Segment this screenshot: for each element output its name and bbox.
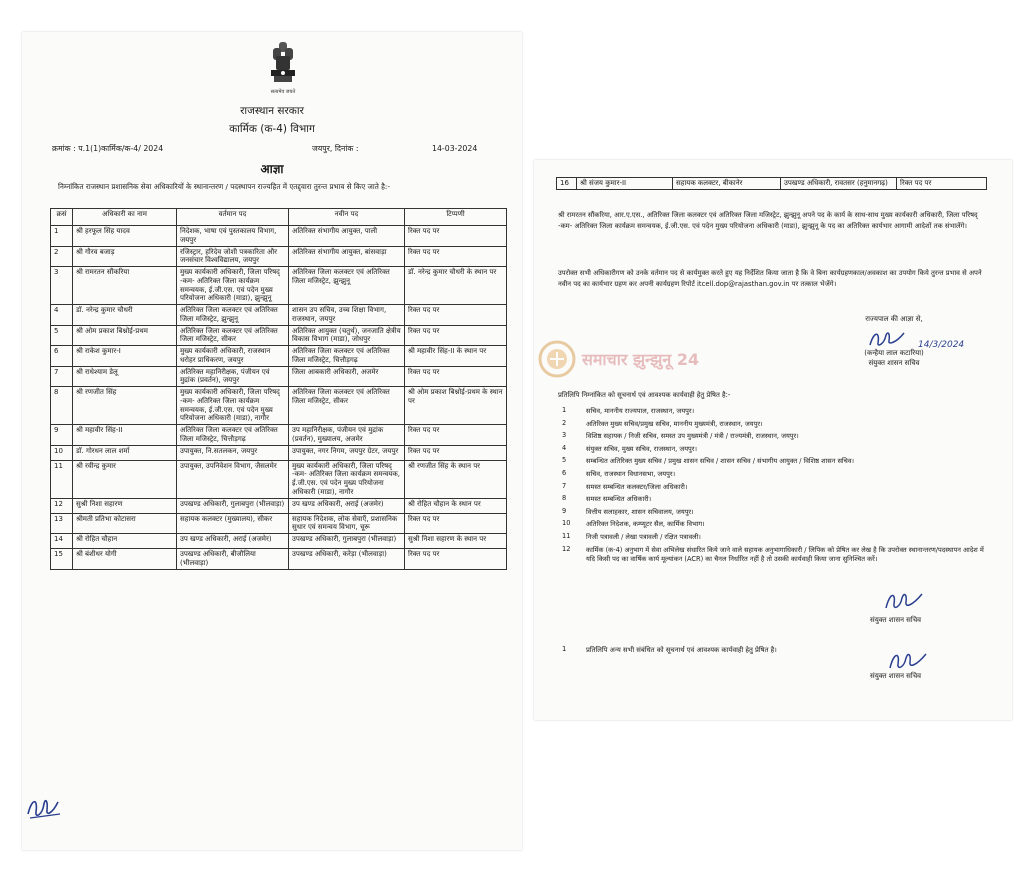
list-item bbox=[562, 532, 992, 545]
table-row bbox=[51, 549, 507, 570]
row-current-post: अतिरिक्त जिला कलक्टर एवं अतिरिक्त जिला मजिस्ट्रेट, चित्तौड़गढ़ bbox=[177, 425, 289, 446]
row-current-post: उपायुक्त, उपनिवेशन विभाग, जैसलमेर bbox=[177, 460, 289, 498]
transfer-table-continued bbox=[556, 177, 987, 190]
row-current-post: उपखण्ड अधिकारी, गुलाबपुरा (भीलवाड़ा) bbox=[177, 498, 289, 513]
row-officer-name: डॉ. गोरधन लाल शर्मा bbox=[73, 445, 177, 460]
list-item-number: 8 bbox=[562, 494, 567, 503]
row-serial: 16 bbox=[557, 178, 577, 190]
list-item bbox=[562, 519, 992, 532]
row-remark: रिक्त पद पर bbox=[897, 178, 987, 190]
row-new-post: अतिरिक्त जिला कलक्टर एवं अतिरिक्त जिला मजिस्ट्रेट, चित्तौड़गढ़ bbox=[289, 346, 405, 367]
watermark-text: समाचार झुन्झुनू 24 bbox=[582, 350, 700, 369]
list-item-number: 9 bbox=[562, 506, 567, 515]
list-item bbox=[562, 507, 992, 520]
row-officer-name: श्री राकेश कुमार-I bbox=[73, 346, 177, 367]
row-current-post: मुख्य कार्यकारी अधिकारी, जिला परिषद् -कम- अतिरिक्त जिला कार्यक्रम समन्वयक, ई.जी.एस. एवं पदेन मुख्य परियोजना अधिकारी (माडा), नागौर bbox=[177, 387, 289, 425]
row-current-post: मुख्य कार्यकारी अधिकारी, जिला परिषद् -कम- अतिरिक्त जिला कार्यक्रम समन्वयक, ई.जी.एस. एवं पदेन मुख्य परियोजना अधिकारी (माडा), झुन्झुनू bbox=[177, 267, 289, 305]
order-number: क्रमांक : प.1(1)कार्मिक/क-4/ 2024 bbox=[52, 144, 164, 153]
list-item-text: कार्मिक (क-4) अनुभाग में सेवा अभिलेख संधारित किये जाने वाले सहायक अनुभागाधिकारी / लिपिक को प्रेषित कर लेख है कि उपरोक्त स्थानान्तरण/पदस्थापन आदेश में यदि किसी पद का वार्षिक कार्य मूल्यांकन (ACR) का चैनल निर्धारित नहीं है तो उसकी कार्यवाही किया जाना सुनिश्चित करें। bbox=[586, 545, 984, 563]
row-new-post: अतिरिक्त जिला कलक्टर एवं अतिरिक्त जिला मजिस्ट्रेट, झुन्झुनू bbox=[289, 267, 405, 305]
row-current-post: रजिस्ट्रार, हरिदेव जोशी पत्रकारिता और जनसंचार विश्वविद्यालय, जयपुर bbox=[177, 246, 289, 267]
list-item-number: 2 bbox=[562, 418, 567, 427]
row-serial: 7 bbox=[51, 366, 73, 387]
row-new-post: अतिरिक्त संभागीय आयुक्त, बांसवाड़ा bbox=[289, 246, 405, 267]
row-current-post: उपखण्ड अधिकारी, बीजौलिया (भीलवाड़ा) bbox=[177, 549, 289, 570]
row-new-post: अतिरिक्त संभागीय आयुक्त, पाली bbox=[289, 226, 405, 247]
list-item-text: संयुक्त सचिव, मुख्य सचिव, राजस्थान, जयपुर। bbox=[586, 444, 697, 453]
header-remark: टिप्पणी bbox=[405, 209, 507, 226]
order-date: 14-03-2024 bbox=[432, 144, 478, 153]
relieving-instruction-paragraph: उपरोक्त सभी अधिकारीगण को उनके वर्तमान पद से कार्यमुक्त करते हुए यह निर्देशित किया जाता है कि वे बिना कार्यग्रहणकाल/अवकाश का उपयोग किये तुरन्त प्रभाव से अपने नवीन पद का कार्यभार ग्रहण कर अपनी कार्यग्रहण रिपोर्ट itcell.dop@rajasthan.gov.in पर तत्काल भेजेंगे। bbox=[558, 269, 982, 288]
row-current-post: सहायक कलक्टर (मुख्यालय), सीकर bbox=[177, 513, 289, 534]
list-item-number: 6 bbox=[562, 468, 567, 477]
list-item bbox=[562, 545, 992, 583]
row-remark: रिक्त पद पर bbox=[405, 246, 507, 267]
row-new-post: मुख्य कार्यकारी अधिकारी, जिला परिषद् -कम- अतिरिक्त जिला कार्यक्रम समन्वयक, ई.जी.एस. एवं पदेन मुख्य परियोजना अधिकारी (माडा), नागौर bbox=[289, 460, 405, 498]
third-signature bbox=[886, 648, 936, 672]
table-row bbox=[51, 387, 507, 425]
row-remark: श्री महावीर सिंह-II के स्थान पर bbox=[405, 346, 507, 367]
row-officer-name: श्री रामरतन सौंकरिया bbox=[73, 267, 177, 305]
list-item-number: 10 bbox=[562, 519, 571, 528]
order-page-2 bbox=[534, 160, 1012, 720]
row-current-post: उप खण्ड अधिकारी, अराई (अजमेर) bbox=[177, 534, 289, 549]
order-intro: निम्नांकित राजस्थान प्रशासनिक सेवा अधिकारियों के स्थानान्तरण / पदस्थापन राज्यहित में एतद्द्वारा तुरन्त प्रभाव से किए जाते है:- bbox=[58, 182, 390, 191]
row-new-post: उप खण्ड अधिकारी, अराई (अजमेर) bbox=[289, 498, 405, 513]
row-officer-name: डॉ. नरेन्द्र कुमार चौधरी bbox=[73, 305, 177, 326]
list-item-number: 5 bbox=[562, 456, 567, 465]
table-row bbox=[51, 534, 507, 549]
second-copy-number: 1 bbox=[562, 645, 567, 653]
table-row bbox=[51, 513, 507, 534]
order-place: जयपुर, दिनांक : bbox=[312, 144, 359, 153]
header-officer-name: अधिकारी का नाम bbox=[73, 209, 177, 226]
signature-date: 14/3/2024 bbox=[918, 340, 965, 350]
row-remark: श्री रणजीत सिंह के स्थान पर bbox=[405, 460, 507, 498]
row-serial: 2 bbox=[51, 246, 73, 267]
row-remark: रिक्त पद पर bbox=[405, 425, 507, 446]
row-new-post: उपखण्ड अधिकारी, रावतसर (हनुमानगढ़) bbox=[781, 178, 897, 190]
transfer-table bbox=[50, 208, 507, 570]
page1-initials-signature bbox=[24, 792, 64, 822]
row-serial: 9 bbox=[51, 425, 73, 446]
row-officer-name: श्री गौरव बजाड़ bbox=[73, 246, 177, 267]
row-officer-name: श्रीमती प्रतिभा कोटासरा bbox=[73, 513, 177, 534]
row-remark: रिक्त पद पर bbox=[405, 445, 507, 460]
table-row bbox=[51, 246, 507, 267]
emblem-caption: सत्यमेव जयते bbox=[270, 89, 296, 95]
row-current-post: अतिरिक्त जिला कलक्टर एवं अतिरिक्त जिला मजिस्ट्रेट, झुन्झुनू bbox=[177, 305, 289, 326]
row-remark: सुश्री निशा सहारण के स्थान पर bbox=[405, 534, 507, 549]
list-item-text: अतिरिक्त निदेशक, कम्प्यूटर सैल, कार्मिक विभाग। bbox=[586, 520, 705, 529]
table-row bbox=[51, 498, 507, 513]
row-current-post: निदेशक, भाषा एवं पुस्तकालय विभाग, जयपुर bbox=[177, 226, 289, 247]
government-title: राजस्थान सरकार bbox=[240, 105, 304, 117]
order-page-1 bbox=[22, 32, 522, 850]
row-new-post: उपखण्ड अधिकारी, गुलाबपुरा (भीलवाड़ा) bbox=[289, 534, 405, 549]
row-serial: 3 bbox=[51, 267, 73, 305]
row-officer-name: श्री बंशीधर योगी bbox=[73, 549, 177, 570]
list-item-text: सचिव, राजस्थान विधानसभा, जयपुर। bbox=[586, 469, 676, 478]
row-remark: रिक्त पद पर bbox=[405, 549, 507, 570]
row-serial: 5 bbox=[51, 325, 73, 346]
row-remark: रिक्त पद पर bbox=[405, 513, 507, 534]
order-heading: आज्ञा bbox=[260, 162, 284, 176]
row-serial: 14 bbox=[51, 534, 73, 549]
ashoka-emblem-icon bbox=[265, 38, 301, 98]
row-current-post: मुख्य कार्यकारी अधिकारी, राजस्थान धरोहर प्राधिकरण, जयपुर bbox=[177, 346, 289, 367]
row-new-post: उप महानिरीक्षक, पंजीयन एवं मुद्रांक (प्रवर्तन), मुख्यालय, अजमेर bbox=[289, 425, 405, 446]
list-item-text: समस्त सम्बन्धित अधिकारी। bbox=[586, 495, 652, 504]
row-serial: 8 bbox=[51, 387, 73, 425]
table-row bbox=[557, 178, 987, 190]
row-serial: 1 bbox=[51, 226, 73, 247]
list-item bbox=[562, 469, 992, 482]
row-serial: 4 bbox=[51, 305, 73, 326]
list-item bbox=[562, 456, 992, 469]
list-item-number: 4 bbox=[562, 443, 567, 452]
row-serial: 12 bbox=[51, 498, 73, 513]
by-order-text: राज्यपाल की आज्ञा से, bbox=[865, 315, 923, 323]
table-row bbox=[51, 325, 507, 346]
department-title: कार्मिक (क-4) विभाग bbox=[229, 123, 315, 135]
second-signatory-post: संयुक्त शासन सचिव bbox=[870, 616, 922, 624]
table-row bbox=[51, 460, 507, 498]
list-item-text: समस्त सम्बन्धित कलक्टर/जिला अधिकारी। bbox=[586, 482, 688, 491]
header-serial: क्रसं bbox=[51, 209, 73, 226]
row-remark: रिक्त पद पर bbox=[405, 325, 507, 346]
list-item-number: 11 bbox=[562, 531, 571, 540]
row-officer-name: श्री ओम प्रकाश बिश्नोई-प्रथम bbox=[73, 325, 177, 346]
row-officer-name: श्री महावीर सिंह-II bbox=[73, 425, 177, 446]
signatory-post: संयुक्त शासन सचिव bbox=[868, 358, 920, 367]
row-remark: श्री ओम प्रकाश बिश्नोई-प्रथम के स्थान पर bbox=[405, 387, 507, 425]
row-current-post: अतिरिक्त महानिरीक्षक, पंजीयन एवं मुद्रांक (प्रवर्तन), जयपुर bbox=[177, 366, 289, 387]
table-row bbox=[51, 346, 507, 367]
row-new-post: शासन उप सचिव, उच्च शिक्षा विभाग, राजस्थान, जयपुर bbox=[289, 305, 405, 326]
additional-charge-paragraph: श्री रामरतन सौंकरिया, आर.ए.एस., अतिरिक्त जिला कलक्टर एवं अतिरिक्त जिला मजिस्ट्रेट, झुन्झुनू अपने पद के कार्य के साथ-साथ मुख्य कार्यकारी अधिकारी, जिला परिषद् -कम- अतिरिक्त जिला कार्यक्रम समन्वयक, ई.जी.एस. एवं पदेन मुख्य परियोजना अधिकारी (माडा), झुन्झुनू के पद का अतिरिक्त कार्यभार आगामी आदेशों तक संभालेंगे। bbox=[558, 211, 978, 230]
table-row bbox=[51, 366, 507, 387]
row-officer-name: श्री राधेश्याम डेलू bbox=[73, 366, 177, 387]
row-remark: रिक्त पद पर bbox=[405, 226, 507, 247]
row-new-post: अतिरिक्त आयुक्त (चतुर्थ), जनजाति क्षेत्रीय विकास विभाग (माडा), जोधपुर bbox=[289, 325, 405, 346]
copy-intro: प्रतिलिपि निम्नांकित को सूचनार्थ एवं आवश्यक कार्यवाही हेतु प्रेषित है:- bbox=[558, 391, 731, 399]
list-item-number: 3 bbox=[562, 431, 567, 440]
row-officer-name: श्री रवीन्द्र कुमार bbox=[73, 460, 177, 498]
table-row bbox=[51, 226, 507, 247]
row-officer-name: श्री हरफूल सिंह यादव bbox=[73, 226, 177, 247]
row-officer-name: सुश्री निशा सहारण bbox=[73, 498, 177, 513]
row-new-post: उपायुक्त, नगर निगम, जयपुर ग्रेटर, जयपुर bbox=[289, 445, 405, 460]
row-serial: 15 bbox=[51, 549, 73, 570]
copy-recipient-list bbox=[562, 406, 992, 583]
list-item-number: 1 bbox=[562, 406, 567, 414]
row-new-post: उपखण्ड अधिकारी, करेड़ा (भीलवाड़ा) bbox=[289, 549, 405, 570]
table-row bbox=[51, 305, 507, 326]
header-new-post: नवीन पद bbox=[289, 209, 405, 226]
list-item bbox=[562, 494, 992, 507]
list-item bbox=[562, 431, 992, 444]
table-row bbox=[51, 425, 507, 446]
row-current-post: सहायक कलक्टर, बीकानेर bbox=[673, 178, 781, 190]
row-new-post: सहायक निदेशक, लोक सेवाएँ, प्रशासनिक सुधार एवं समन्वय विभाग, चूरू bbox=[289, 513, 405, 534]
list-item-text: अतिरिक्त मुख्य सचिव/प्रमुख सचिव, माननीय मुख्यमंत्री, राजस्थान, जयपुर। bbox=[586, 419, 763, 428]
list-item-text: निजी पत्रावली / लेखा पत्रावली / रक्षित पत्रावली। bbox=[586, 532, 701, 541]
row-officer-name: श्री रणजीत सिंह bbox=[73, 387, 177, 425]
row-remark: रिक्त पद पर bbox=[405, 366, 507, 387]
list-item bbox=[562, 444, 992, 457]
row-officer-name: श्री रोहित चौहान bbox=[73, 534, 177, 549]
list-item-number: 12 bbox=[562, 544, 571, 553]
table-header-row bbox=[51, 209, 507, 226]
row-officer-name: श्री संजय कुमार-II bbox=[577, 178, 673, 190]
row-serial: 6 bbox=[51, 346, 73, 367]
signatory-name: (कन्हैया लाल कटारिया) bbox=[864, 348, 924, 357]
row-current-post: अतिरिक्त जिला कलक्टर एवं अतिरिक्त जिला मजिस्ट्रेट, सीकर bbox=[177, 325, 289, 346]
row-serial: 11 bbox=[51, 460, 73, 498]
list-item-text: विशिष्ठ सहायक / निजी सचिव, समस्त उप मुख्यमंत्री / मंत्री / राज्यमंत्री, राजस्थान, जयपुर। bbox=[586, 432, 799, 441]
table-row bbox=[51, 267, 507, 305]
header-current-post: वर्तमान पद bbox=[177, 209, 289, 226]
row-remark: श्री रोहित चौहान के स्थान पर bbox=[405, 498, 507, 513]
list-item-text: वित्तीय सलाहकार, शासन सचिवालय, जयपुर। bbox=[586, 507, 694, 516]
list-item-number: 7 bbox=[562, 481, 567, 490]
table-row bbox=[51, 445, 507, 460]
row-new-post: अतिरिक्त जिला कलक्टर एवं अतिरिक्त जिला मजिस्ट्रेट, सीकर bbox=[289, 387, 405, 425]
second-signature bbox=[882, 588, 932, 612]
third-signatory-post: संयुक्त शासन सचिव bbox=[870, 672, 922, 680]
list-item bbox=[562, 419, 992, 432]
row-remark: रिक्त पद पर bbox=[405, 305, 507, 326]
list-item-text: सचिव, माननीय राज्यपाल, राजस्थान, जयपुर। bbox=[586, 407, 695, 415]
list-item bbox=[562, 482, 992, 495]
row-serial: 13 bbox=[51, 513, 73, 534]
row-remark: डॉ. नरेन्द्र कुमार चौधरी के स्थान पर bbox=[405, 267, 507, 305]
list-item bbox=[562, 406, 992, 419]
second-copy-text: प्रतिलिपि अन्य सभी संबंधित को सूचनार्थ एवं आवश्यक कार्यवाही हेतु प्रेषित है। bbox=[586, 646, 777, 654]
row-current-post: उपायुक्त, नि.सतलकन, जयपुर bbox=[177, 445, 289, 460]
row-new-post: जिला आबकारी अधिकारी, अजमेर bbox=[289, 366, 405, 387]
signatory-signature bbox=[864, 327, 924, 349]
row-serial: 10 bbox=[51, 445, 73, 460]
list-item-text: सम्बन्धित अतिरिक्त मुख्य सचिव / प्रमुख शासन सचिव / शासन सचिव / संभागीय आयुक्त / विशिष्ठ शासन सचिव। bbox=[586, 457, 854, 466]
